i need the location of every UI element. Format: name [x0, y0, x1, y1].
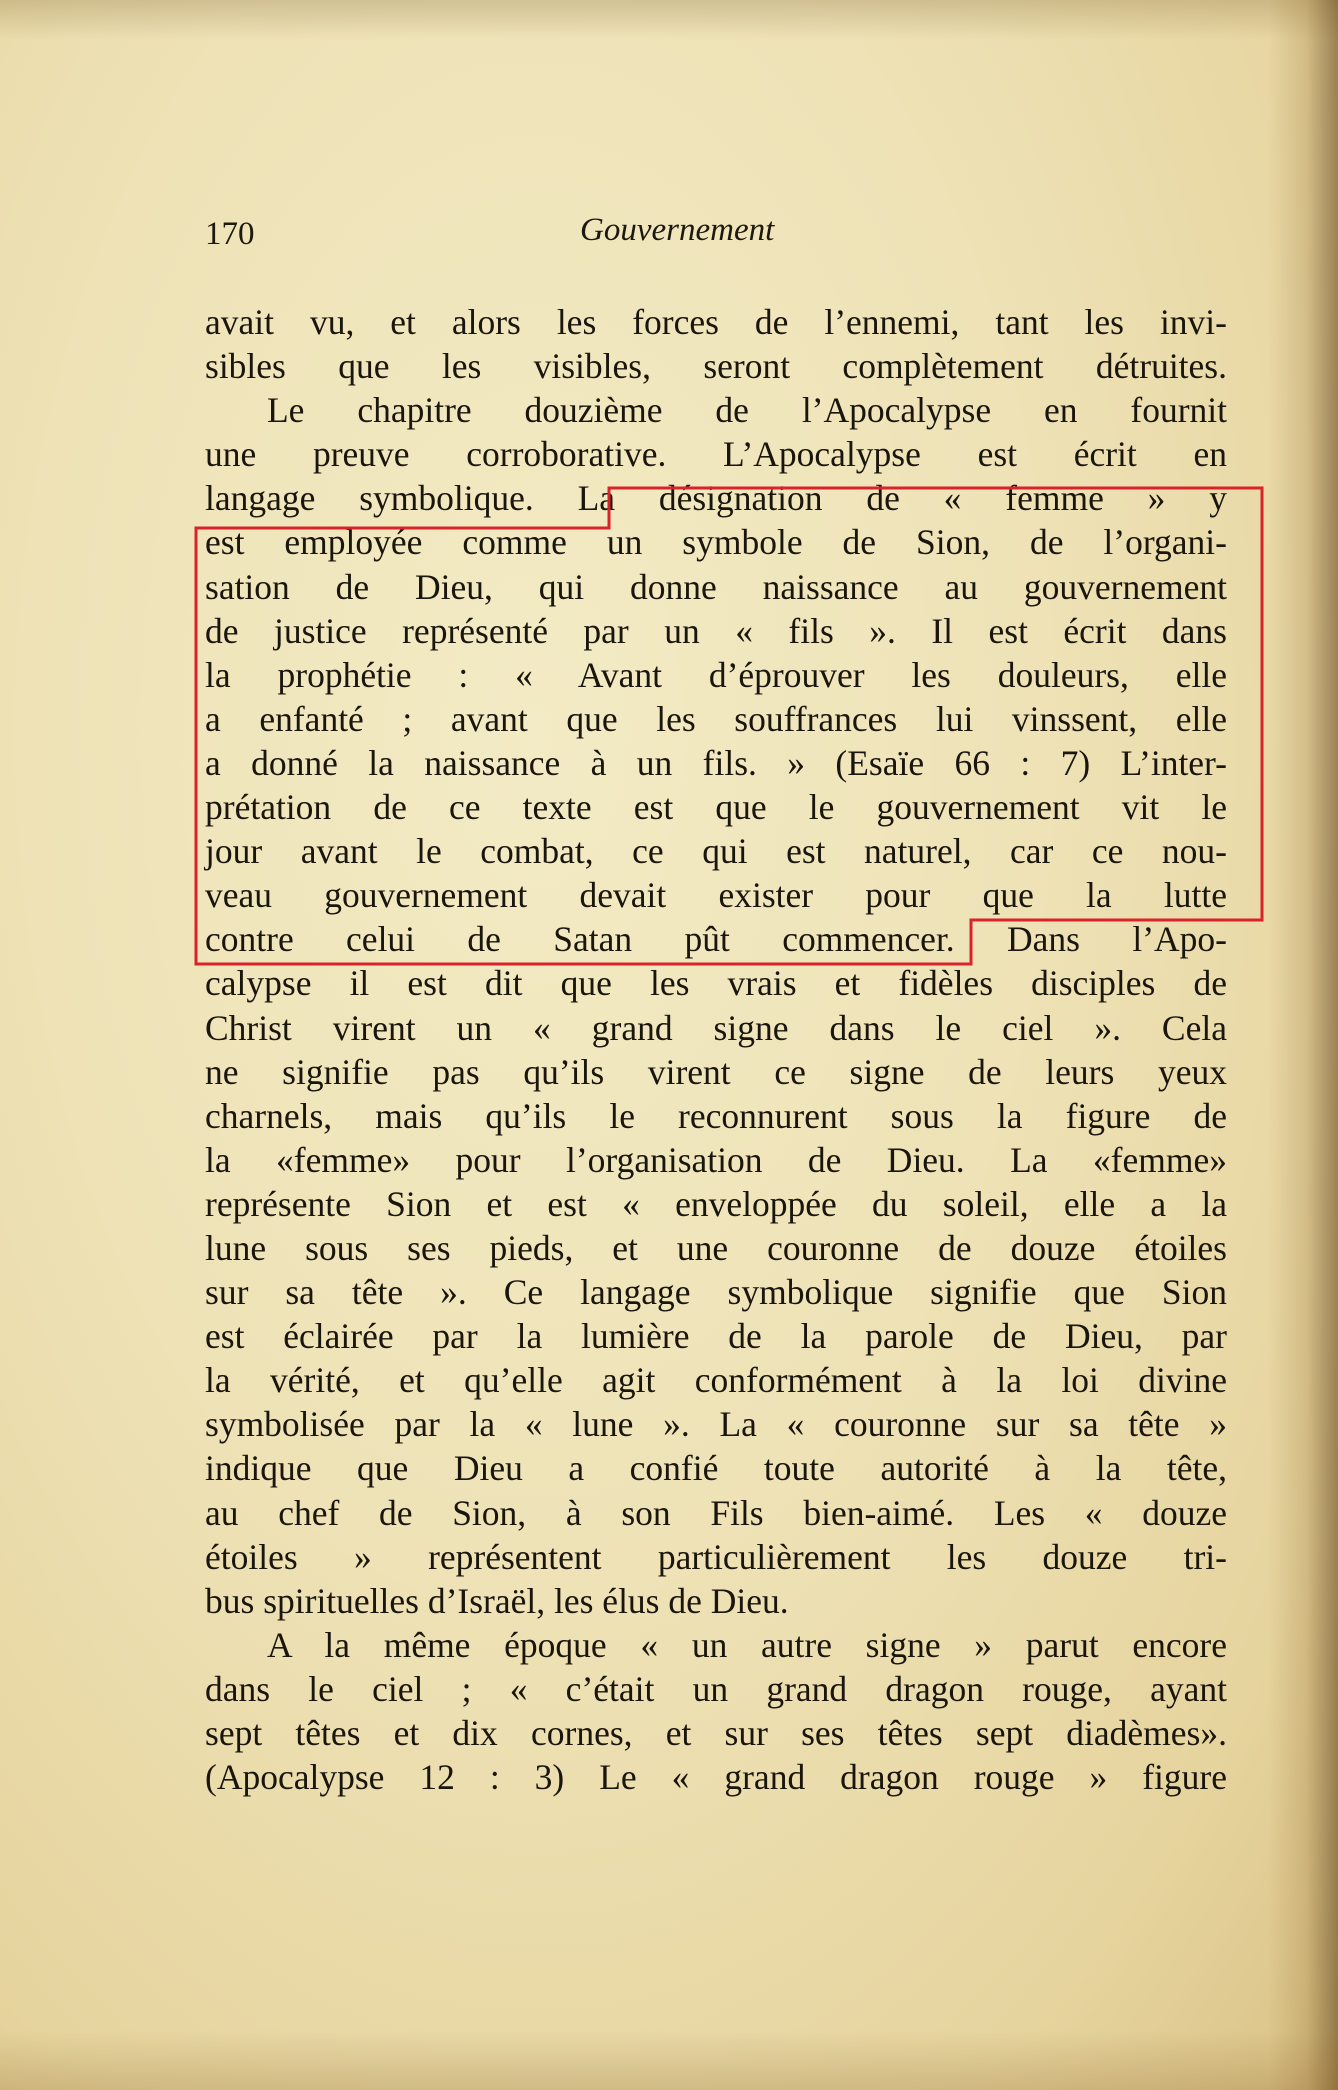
- text-line: Christ virent un « grand signe dans le ciel ». Cela: [205, 1007, 1227, 1048]
- page-number: 170: [205, 216, 255, 252]
- text-line: a donné la naissance à un fils. » (Esaïe 66 : 7) L’inter-: [205, 742, 1227, 783]
- text-line: (Apocalypse 12 : 3) Le « grand dragon rouge » figure: [205, 1757, 1227, 1798]
- running-title: Gouvernement: [580, 212, 775, 248]
- page-shadow-bottom: [0, 2030, 1338, 2090]
- page-shadow-top: [0, 0, 1338, 40]
- body-text: [205, 300, 1227, 1799]
- text-line: avait vu, et alors les forces de l’ennemi, tant les invi-: [205, 302, 1227, 342]
- text-line: contre celui de Satan pût commencer. Dans l’Apo-: [205, 919, 1227, 960]
- text-line: Le chapitre douzième de l’Apocalypse en fournit: [267, 390, 1227, 431]
- text-line: représente Sion et est « enveloppée du soleil, elle a la: [205, 1183, 1227, 1224]
- text-line: une preuve corroborative. L’Apocalypse est écrit en: [205, 434, 1227, 475]
- text-line: la prophétie : « Avant d’éprouver les douleurs, elle: [205, 654, 1227, 695]
- text-line: symbolisée par la « lune ». La « couronne sur sa tête »: [205, 1404, 1227, 1445]
- text-line: la vérité, et qu’elle agit conformément à la loi divine: [205, 1360, 1227, 1401]
- text-line: A la même époque « un autre signe » parut encore: [267, 1624, 1227, 1665]
- text-line: est éclairée par la lumière de la parole de Dieu, par: [205, 1316, 1227, 1357]
- text-line: calypse il est dit que les vrais et fidèles disciples de: [205, 963, 1227, 1004]
- text-line: est employée comme un symbole de Sion, de l’organi-: [205, 522, 1227, 563]
- text-line: jour avant le combat, ce qui est naturel, car ce nou-: [205, 831, 1227, 872]
- text-line: langage symbolique. La désignation de « femme » y: [205, 478, 1227, 519]
- text-line: la «femme» pour l’organisation de Dieu. La «femme»: [205, 1139, 1227, 1180]
- page-header: [205, 212, 1225, 256]
- text-line: au chef de Sion, à son Fils bien-aimé. Les « douze: [205, 1492, 1227, 1533]
- text-line: de justice représenté par un « fils ». Il est écrit dans: [205, 610, 1227, 651]
- text-line: prétation de ce texte est que le gouvernement vit le: [205, 787, 1227, 828]
- text-line: sibles que les visibles, seront complètement détruites.: [205, 346, 1227, 387]
- text-line: ne signifie pas qu’ils virent ce signe de leurs yeux: [205, 1051, 1227, 1092]
- text-line: sur sa tête ». Ce langage symbolique signifie que Sion: [205, 1272, 1227, 1313]
- text-line: veau gouvernement devait exister pour que la lutte: [205, 875, 1227, 916]
- text-line: étoiles » représentent particulièrement les douze tri-: [205, 1536, 1227, 1577]
- text-line: a enfanté ; avant que les souffrances lui vinssent, elle: [205, 698, 1227, 739]
- text-line: sation de Dieu, qui donne naissance au gouvernement: [205, 566, 1227, 607]
- text-line: sept têtes et dix cornes, et sur ses têtes sept diadèmes».: [205, 1713, 1227, 1753]
- text-line: dans le ciel ; « c’était un grand dragon rouge, ayant: [205, 1668, 1227, 1709]
- text-line: bus spirituelles d’Israël, les élus de Dieu.: [205, 1580, 789, 1621]
- text-line: indique que Dieu a confié toute autorité à la tête,: [205, 1448, 1227, 1489]
- page-edge-right: [1268, 0, 1338, 2090]
- text-line: lune sous ses pieds, et une couronne de douze étoiles: [205, 1227, 1227, 1268]
- text-line: charnels, mais qu’ils le reconnurent sous la figure de: [205, 1095, 1227, 1136]
